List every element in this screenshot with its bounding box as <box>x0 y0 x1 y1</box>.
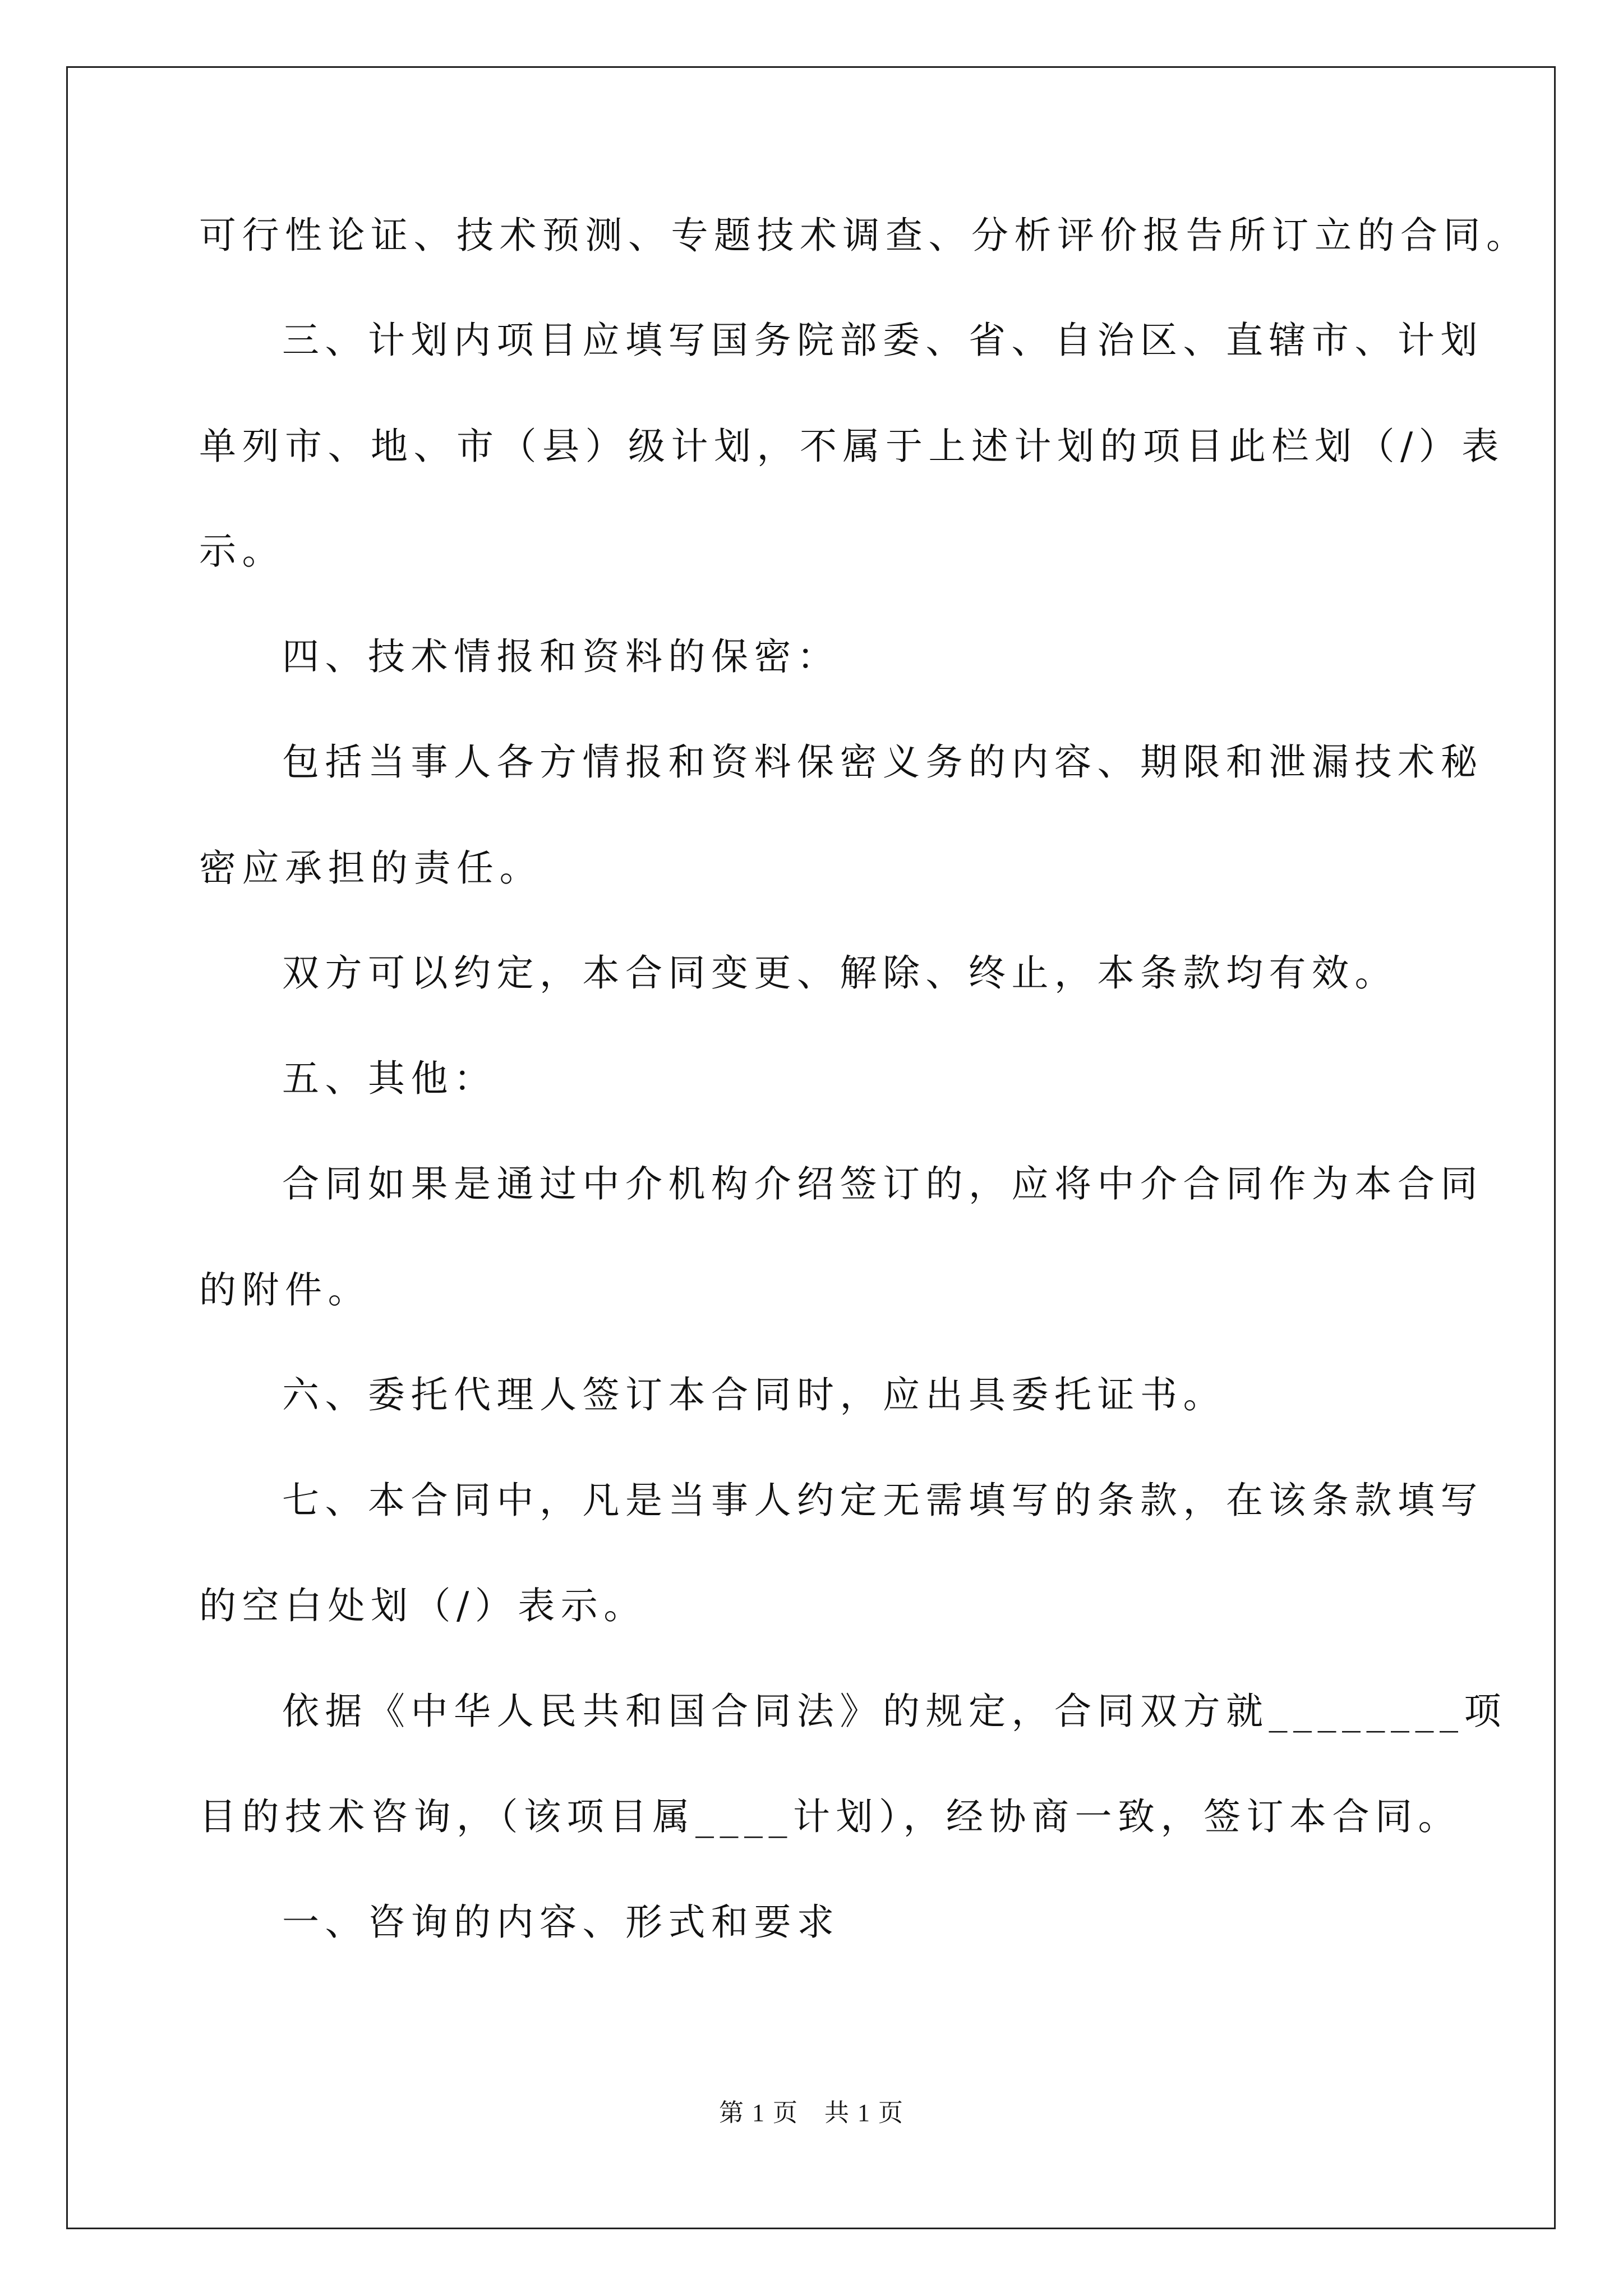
text-line: 的空白处划（/）表示。 <box>199 1584 647 1627</box>
text-line: 七、本合同中，凡是当事人约定无需填写的条款，在该条款填写 <box>282 1479 1483 1522</box>
text-line: 示。 <box>199 530 285 573</box>
text-line: 六、委托代理人签订本合同时，应出具委托证书。 <box>282 1373 1226 1416</box>
text-line: 单列市、地、市（县）级计划，不属于上述计划的项目此栏划（/）表 <box>199 425 1505 468</box>
text-line: 的附件。 <box>199 1268 371 1312</box>
text-line: 一、咨询的内容、形式和要求 <box>282 1901 840 1944</box>
text-line: 包括当事人各方情报和资料保密义务的内容、期限和泄漏技术秘 <box>282 740 1483 784</box>
text-line: 双方可以约定，本合同变更、解除、终止，本条款均有效。 <box>282 951 1398 995</box>
text-line: 目的技术咨询，（该项目属____计划），经协商一致，签订本合同。 <box>199 1795 1461 1838</box>
text-line: 合同如果是通过中介机构介绍签订的，应将中介合同作为本合同 <box>282 1162 1483 1205</box>
text-line: 密应承担的责任。 <box>199 846 542 890</box>
text-line: 四、技术情报和资料的保密： <box>282 635 840 678</box>
text-line: 三、计划内项目应填写国务院部委、省、自治区、直辖市、计划 <box>282 319 1483 362</box>
text-line: 五、其他： <box>282 1057 497 1100</box>
page-number-footer: 第 1 页 共 1 页 <box>719 2099 904 2127</box>
text-line: 依据《中华人民共和国合同法》的规定，合同双方就________项 <box>282 1690 1507 1733</box>
text-line: 可行性论证、技术预测、专题技术调查、分析评价报告所订立的合同。 <box>199 214 1529 257</box>
